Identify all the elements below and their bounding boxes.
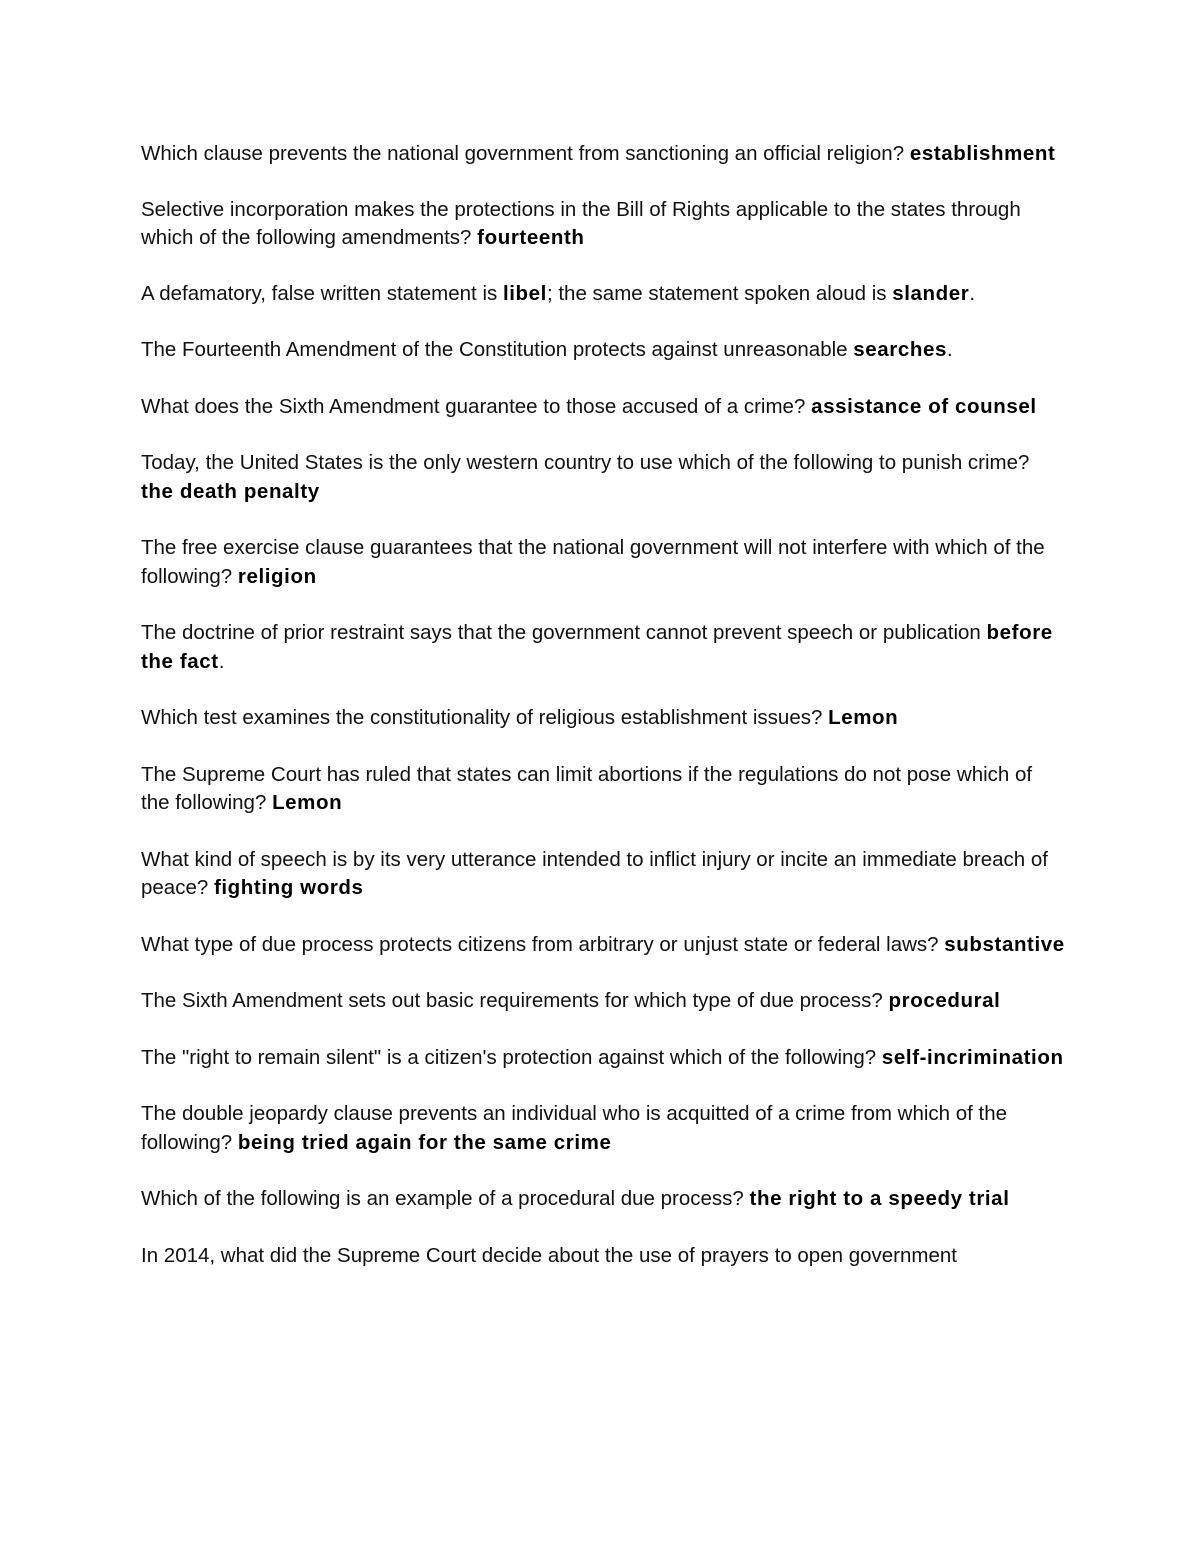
qa-item xyxy=(141,280,1066,309)
trailing-text: . xyxy=(969,281,976,305)
answer-text: being tried again for the same crime xyxy=(237,1130,612,1154)
question-text: The Sixth Amendment sets out basic requirements for which type of due process? xyxy=(141,989,889,1012)
qa-item xyxy=(141,140,1066,169)
qa-item xyxy=(141,534,1066,591)
trailing-text: . xyxy=(946,338,953,361)
qa-item xyxy=(141,987,1066,1016)
qa-item xyxy=(141,761,1066,818)
answer-text: libel xyxy=(502,281,547,305)
answer-text: establishment xyxy=(909,142,1056,165)
qa-item xyxy=(141,1100,1066,1157)
answer-text: fighting words xyxy=(213,876,364,899)
document-body xyxy=(141,140,1066,1298)
answer-text: religion xyxy=(237,564,317,588)
answer-text: substantive xyxy=(944,932,1065,956)
answer-text: fourteenth xyxy=(477,226,585,249)
answer-text: Lemon xyxy=(828,706,899,729)
question-text: Which clause prevents the national government from sanctioning an official religion? xyxy=(141,142,910,165)
question-text: Selective incorporation makes the protections in the Bill of Rights applicable to the states through which of the following amendments? xyxy=(141,197,1021,249)
question-text: What kind of speech is by its very utterance intended to inflict injury or incite an immediate breach of peace? xyxy=(141,847,1049,899)
qa-item xyxy=(141,846,1066,903)
question-text: Which of the following is an example of a procedural due process? xyxy=(141,1187,750,1210)
answer-text: assistance of counsel xyxy=(811,394,1037,418)
answer-text: self-incrimination xyxy=(881,1045,1064,1069)
question-text: What does the Sixth Amendment guarantee to those accused of a crime? xyxy=(141,394,812,418)
qa-item xyxy=(141,931,1066,960)
qa-item xyxy=(141,449,1066,506)
question-text: What type of due process protects citizens from arbitrary or unjust state or federal laws? xyxy=(141,932,945,956)
qa-item xyxy=(141,196,1066,253)
question-text: The free exercise clause guarantees that the national government will not interfere with which of the following? xyxy=(141,536,1045,588)
question-text: The "right to remain silent" is a citizen's protection against which of the following? xyxy=(141,1045,882,1069)
answer-text: before the fact xyxy=(141,621,1053,673)
question-text: The double jeopardy clause prevents an individual who is acquitted of a crime from which of the following? xyxy=(141,1102,1008,1154)
qa-item xyxy=(141,393,1066,422)
question-text: A defamatory, false written statement is xyxy=(141,281,503,305)
question-text: The Fourteenth Amendment of the Constitution protects against unreasonable xyxy=(141,338,854,361)
answer-text: the death penalty xyxy=(141,479,320,503)
answer-text: Lemon xyxy=(272,791,343,814)
question-text: The doctrine of prior restraint says that the government cannot prevent speech or publication xyxy=(141,621,987,644)
answer-text: searches xyxy=(853,338,947,361)
qa-item xyxy=(141,1185,1066,1214)
qa-item xyxy=(141,704,1066,733)
middle-text: ; the same statement spoken aloud is xyxy=(546,281,893,305)
question-text: The Supreme Court has ruled that states can limit abortions if the regulations do not pose which of the following? xyxy=(141,762,1033,814)
qa-item xyxy=(141,1242,1066,1271)
trailing-text: . xyxy=(218,649,225,673)
question-text: Which test examines the constitutionality of religious establishment issues? xyxy=(141,706,829,729)
answer-text: procedural xyxy=(888,989,1001,1012)
question-text: Today, the United States is the only western country to use which of the following to punish crime? xyxy=(141,451,1030,474)
answer-text-2: slander xyxy=(892,281,970,305)
qa-item xyxy=(141,619,1066,676)
qa-item xyxy=(141,336,1066,365)
question-text: In 2014, what did the Supreme Court decide about the use of prayers to open government xyxy=(141,1243,957,1267)
qa-item xyxy=(141,1044,1066,1073)
answer-text: the right to a speedy trial xyxy=(749,1187,1010,1210)
